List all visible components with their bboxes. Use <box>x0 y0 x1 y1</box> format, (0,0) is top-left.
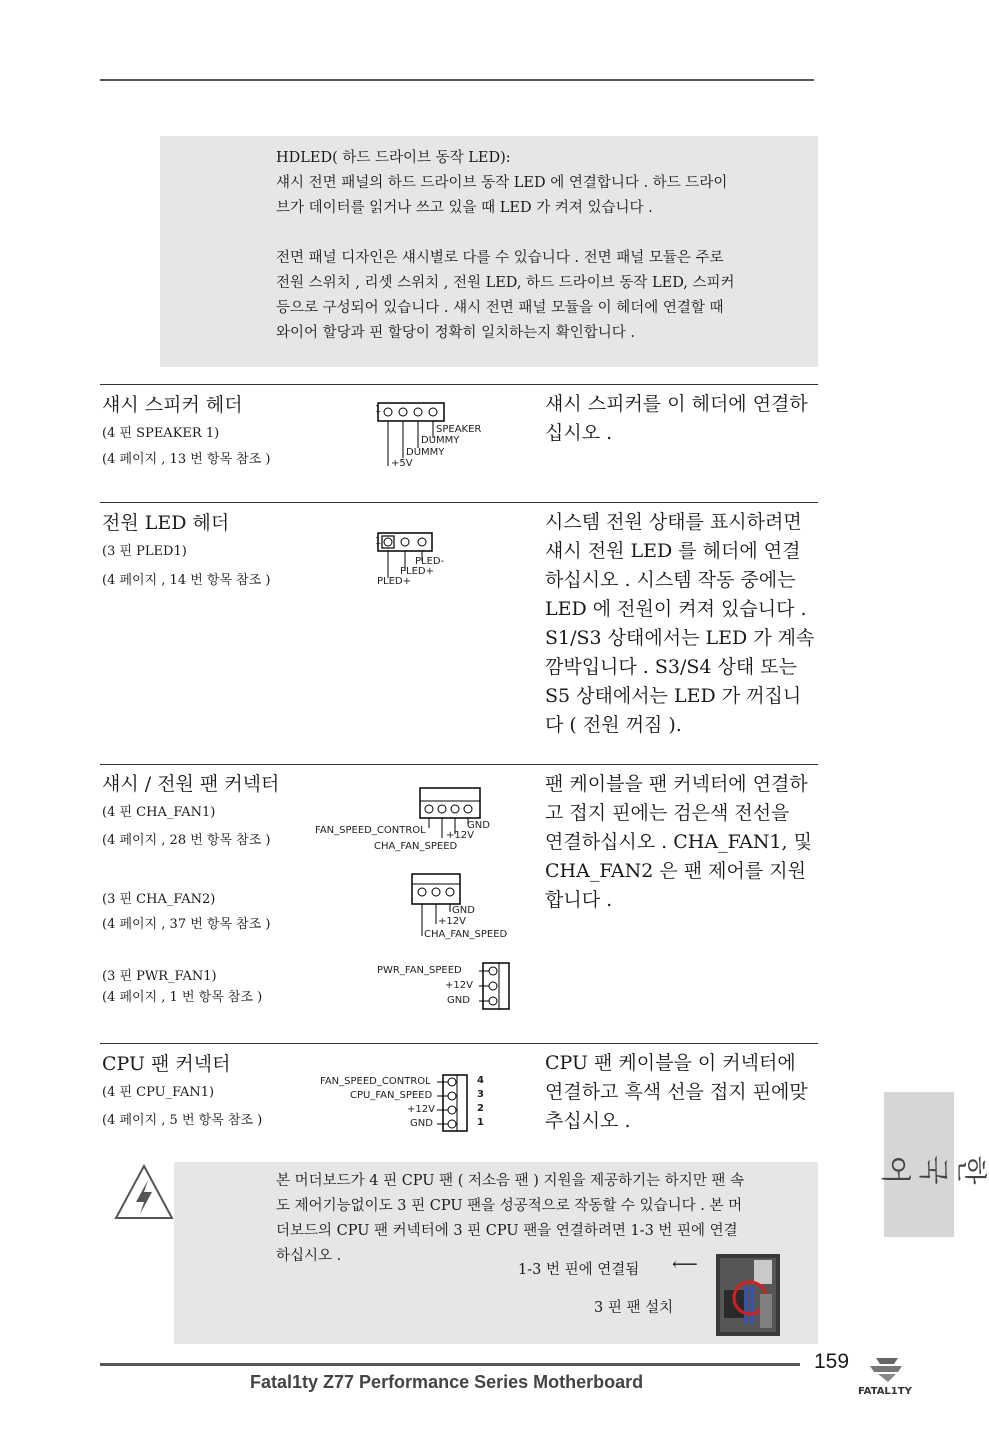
pin-label: +12V <box>445 980 473 991</box>
language-tab-text: 한 국 어 <box>877 1155 988 1185</box>
pin-label: GND <box>410 1118 433 1129</box>
speaker-sub: (4 페이지 , 13 번 항목 참조 ) <box>102 452 271 467</box>
fan-sub: (4 페이지 , 1 번 항목 참조 ) <box>102 990 263 1005</box>
pin-label: DUMMY <box>421 435 460 446</box>
pin-label: SPEAKER <box>436 424 482 435</box>
fan-install-photo <box>716 1254 780 1336</box>
fatal1ty-logo <box>858 1352 930 1396</box>
pin-label: +5V <box>391 458 413 469</box>
fan-desc: 팬 케이블을 팬 커넥터에 연결하 고 접지 핀에는 검은색 전선을 연결하십시오 . CHA_FAN1, 및 CHA_FAN2 은 팬 제어를 지원 합니다 . <box>545 773 812 911</box>
pled-desc: 시스템 전원 상태를 표시하려면 섀시 전원 LED 를 헤더에 연결 하십시오 . 시스템 작동 중에는 LED 에 전원이 켜져 있습니다 . S1/S3 상태에서는 LED 가 계속 깜박입니다 . S3/S4 상태 또는 S5 상태에서는 LED 가 꺼집니 다 ( 전원 꺼짐 ). <box>545 511 815 736</box>
pin-label: +12V <box>407 1104 435 1115</box>
footer-title: Fatal1ty Z77 Performance Series Motherboard <box>250 1372 644 1392</box>
fan-sub: (4 페이지 , 28 번 항목 참조 ) <box>102 833 271 848</box>
section-rule <box>100 1043 818 1044</box>
pin-label: +12V <box>446 830 474 841</box>
warning-text: 본 머더보드가 4 핀 CPU 팬 ( 저소음 팬 ) 지원을 제공하기는 하지만 팬 속 도 제어기능없이도 3 핀 CPU 팬을 성공적으로 작동할 수 있습니다 . 본 머 더보드의 CPU 팬 커넥터에 3 핀 CPU 팬을 연결하려면 1-3 번 핀에 연결 하십시오 . <box>276 1173 745 1264</box>
pin-number: 2 <box>477 1103 484 1114</box>
install-label: 3 핀 팬 설치 <box>594 1300 674 1316</box>
pin-label: DUMMY <box>406 447 445 458</box>
connected-label: 1-3 번 핀에 연결됨 <box>518 1262 640 1278</box>
pin-label: GND <box>452 905 475 916</box>
top-rule <box>100 79 814 81</box>
cpu-desc: CPU 팬 케이블을 이 커넥터에 연결하고 흑색 선을 접지 핀에맞 추십시오 . <box>545 1052 808 1132</box>
section-rule <box>100 384 818 385</box>
panel-line: 등으로 구성되어 있습니다 . 섀시 전면 패널 모듈을 이 헤더에 연결할 때 <box>276 300 724 316</box>
pled-sub: (3 핀 PLED1) <box>102 544 187 559</box>
pin-label: FAN_SPEED_CONTROL <box>315 825 426 836</box>
pin-label: +12V <box>438 916 466 927</box>
pin-label: CHA_FAN_SPEED <box>424 929 508 940</box>
logo-text: FATAL1TY <box>858 1386 912 1397</box>
pin1-label: 1 <box>375 536 382 547</box>
pin-label: CPU_FAN_SPEED <box>350 1090 433 1101</box>
speaker-sub: (4 핀 SPEAKER 1) <box>102 426 220 441</box>
pin-label: PLED+ <box>400 566 434 577</box>
pin-label: FAN_SPEED_CONTROL <box>320 1076 431 1087</box>
pled-sub: (4 페이지 , 14 번 항목 참조 ) <box>102 573 271 588</box>
panel-line: 와이어 할당과 핀 할당이 정확히 일치하는지 확인합니다 . <box>276 325 636 341</box>
hdled-line: HDLED( 하드 드라이브 동작 LED): <box>276 150 511 166</box>
pwr-fan-diagram <box>475 960 515 1012</box>
pin-label: PLED+ <box>377 576 411 587</box>
panel-line: 전원 스위치 , 리셋 스위치 , 전원 LED, 하드 드라이브 동작 LED, 스피커 <box>276 275 735 291</box>
speaker-title: 섀시 스피커 헤더 <box>102 394 243 416</box>
fan-sub: (3 핀 PWR_FAN1) <box>102 969 217 984</box>
footer-rule <box>100 1363 800 1366</box>
cpu-title: CPU 팬 커넥터 <box>102 1053 231 1075</box>
warning-icon <box>112 1162 176 1222</box>
hdled-line: 섀시 전면 패널의 하드 드라이브 동작 LED 에 연결합니다 . 하드 드라이 <box>276 175 728 191</box>
pin-label: GND <box>467 820 490 831</box>
pin-label: PLED- <box>415 556 445 567</box>
page-number: 159 <box>814 1350 850 1373</box>
pin-number: 4 <box>477 1075 484 1086</box>
cpu-fan-diagram <box>435 1072 475 1134</box>
hdled-line: 브가 데이터를 읽거나 쓰고 있을 때 LED 가 켜져 있습니다 . <box>276 200 653 216</box>
pin-label: PWR_FAN_SPEED <box>377 965 462 976</box>
pin-label: CHA_FAN_SPEED <box>374 841 458 852</box>
fan-title: 섀시 / 전원 팬 커넥터 <box>102 773 280 795</box>
arrow-left-icon: ⟵ <box>672 1254 698 1275</box>
pin-number: 1 <box>477 1117 484 1128</box>
pin-label: GND <box>447 995 470 1006</box>
pin-number: 3 <box>477 1089 484 1100</box>
speaker-desc: 섀시 스피커를 이 헤더에 연결하 십시오 . <box>545 393 808 444</box>
hdled-note-text <box>276 146 811 346</box>
pled-title: 전원 LED 헤더 <box>102 512 230 534</box>
panel-line: 전면 패널 디자인은 섀시별로 다를 수 있습니다 . 전면 패널 모듈은 주로 <box>276 250 724 266</box>
fan-sub: (4 핀 CHA_FAN1) <box>102 805 216 820</box>
cpu-sub: (4 페이지 , 5 번 항목 참조 ) <box>102 1113 263 1128</box>
cpu-sub: (4 핀 CPU_FAN1) <box>102 1085 215 1100</box>
pin1-label: 1 <box>375 404 382 415</box>
fan-sub: (4 페이지 , 37 번 항목 참조 ) <box>102 917 271 932</box>
fan-sub: (3 핀 CHA_FAN2) <box>102 892 216 907</box>
section-rule <box>100 764 818 765</box>
section-rule <box>100 502 818 503</box>
